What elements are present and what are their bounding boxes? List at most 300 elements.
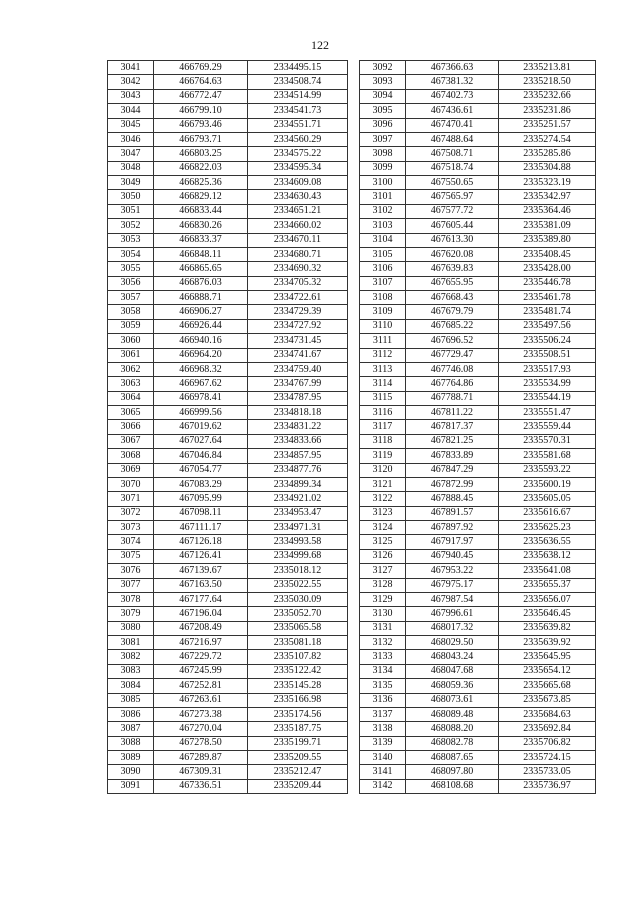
- x-coordinate-cell: 467888.45: [406, 492, 499, 506]
- y-coordinate-cell: 2334899.34: [248, 477, 348, 491]
- y-coordinate-cell: 2335209.44: [248, 779, 348, 793]
- x-coordinate-cell: 466888.71: [154, 291, 248, 305]
- point-number-cell: 3106: [360, 262, 406, 276]
- y-coordinate-cell: 2335481.74: [499, 305, 596, 319]
- y-coordinate-cell: 2335654.12: [499, 664, 596, 678]
- x-coordinate-cell: 468097.80: [406, 765, 499, 779]
- y-coordinate-cell: 2335639.92: [499, 636, 596, 650]
- y-coordinate-cell: 2335461.78: [499, 291, 596, 305]
- point-number-cell: 3126: [360, 549, 406, 563]
- x-coordinate-cell: 467897.92: [406, 521, 499, 535]
- x-coordinate-cell: 467289.87: [154, 751, 248, 765]
- point-number-cell: 3062: [108, 362, 154, 376]
- table-row: [108, 679, 348, 693]
- table-row: [108, 75, 348, 89]
- table-row: [108, 233, 348, 247]
- x-coordinate-cell: 466799.10: [154, 104, 248, 118]
- table-row: [360, 219, 596, 233]
- table-row: [360, 549, 596, 563]
- x-coordinate-cell: 466825.36: [154, 176, 248, 190]
- y-coordinate-cell: 2335600.19: [499, 477, 596, 491]
- y-coordinate-cell: 2335645.95: [499, 650, 596, 664]
- x-coordinate-cell: 466833.37: [154, 233, 248, 247]
- point-number-cell: 3140: [360, 751, 406, 765]
- y-coordinate-cell: 2335508.51: [499, 348, 596, 362]
- x-coordinate-cell: 467046.84: [154, 449, 248, 463]
- x-coordinate-cell: 467565.97: [406, 190, 499, 204]
- table-row: [108, 506, 348, 520]
- y-coordinate-cell: 2335052.70: [248, 607, 348, 621]
- y-coordinate-cell: 2335218.50: [499, 75, 596, 89]
- point-number-cell: 3067: [108, 434, 154, 448]
- x-coordinate-cell: 467847.29: [406, 463, 499, 477]
- x-coordinate-cell: 467605.44: [406, 219, 499, 233]
- point-number-cell: 3136: [360, 693, 406, 707]
- x-coordinate-cell: 466968.32: [154, 362, 248, 376]
- coordinates-table-right: [359, 60, 596, 794]
- point-number-cell: 3114: [360, 377, 406, 391]
- point-number-cell: 3065: [108, 406, 154, 420]
- table-row: [360, 61, 596, 75]
- point-number-cell: 3044: [108, 104, 154, 118]
- x-coordinate-cell: 467436.61: [406, 104, 499, 118]
- y-coordinate-cell: 2335285.86: [499, 147, 596, 161]
- point-number-cell: 3109: [360, 305, 406, 319]
- table-row: [360, 564, 596, 578]
- y-coordinate-cell: 2334514.99: [248, 89, 348, 103]
- x-coordinate-cell: 468029.50: [406, 636, 499, 650]
- y-coordinate-cell: 2334575.22: [248, 147, 348, 161]
- table-row: [108, 147, 348, 161]
- x-coordinate-cell: 467917.97: [406, 535, 499, 549]
- table-row: [108, 521, 348, 535]
- table-row: [108, 262, 348, 276]
- point-number-cell: 3135: [360, 679, 406, 693]
- x-coordinate-cell: 468073.61: [406, 693, 499, 707]
- point-number-cell: 3105: [360, 247, 406, 261]
- point-number-cell: 3116: [360, 406, 406, 420]
- x-coordinate-cell: 467402.73: [406, 89, 499, 103]
- x-coordinate-cell: 466830.26: [154, 219, 248, 233]
- y-coordinate-cell: 2335551.47: [499, 406, 596, 420]
- point-number-cell: 3104: [360, 233, 406, 247]
- y-coordinate-cell: 2335497.56: [499, 319, 596, 333]
- x-coordinate-cell: 466772.47: [154, 89, 248, 103]
- x-coordinate-cell: 467177.64: [154, 592, 248, 606]
- table-row: [360, 535, 596, 549]
- table-row: [108, 305, 348, 319]
- point-number-cell: 3141: [360, 765, 406, 779]
- y-coordinate-cell: 2334767.99: [248, 377, 348, 391]
- y-coordinate-cell: 2335616.67: [499, 506, 596, 520]
- y-coordinate-cell: 2334818.18: [248, 406, 348, 420]
- x-coordinate-cell: 468108.68: [406, 779, 499, 793]
- table-row: [108, 391, 348, 405]
- y-coordinate-cell: 2335733.05: [499, 765, 596, 779]
- y-coordinate-cell: 2335593.22: [499, 463, 596, 477]
- point-number-cell: 3073: [108, 521, 154, 535]
- table-row: [108, 549, 348, 563]
- y-coordinate-cell: 2334508.74: [248, 75, 348, 89]
- y-coordinate-cell: 2334787.95: [248, 391, 348, 405]
- point-number-cell: 3134: [360, 664, 406, 678]
- y-coordinate-cell: 2335018.12: [248, 564, 348, 578]
- point-number-cell: 3052: [108, 219, 154, 233]
- table-row: [360, 391, 596, 405]
- x-coordinate-cell: 466906.27: [154, 305, 248, 319]
- table-row: [108, 420, 348, 434]
- point-number-cell: 3078: [108, 592, 154, 606]
- x-coordinate-cell: 467764.86: [406, 377, 499, 391]
- x-coordinate-cell: 466822.03: [154, 161, 248, 175]
- y-coordinate-cell: 2335122.42: [248, 664, 348, 678]
- point-number-cell: 3127: [360, 564, 406, 578]
- point-number-cell: 3090: [108, 765, 154, 779]
- table-row: [360, 521, 596, 535]
- x-coordinate-cell: 468047.68: [406, 664, 499, 678]
- x-coordinate-cell: 467027.64: [154, 434, 248, 448]
- point-number-cell: 3138: [360, 722, 406, 736]
- point-number-cell: 3049: [108, 176, 154, 190]
- table-row: [360, 233, 596, 247]
- point-number-cell: 3142: [360, 779, 406, 793]
- x-coordinate-cell: 467019.62: [154, 420, 248, 434]
- table-row: [108, 319, 348, 333]
- x-coordinate-cell: 467891.57: [406, 506, 499, 520]
- point-number-cell: 3075: [108, 549, 154, 563]
- y-coordinate-cell: 2335646.45: [499, 607, 596, 621]
- table-row: [360, 779, 596, 793]
- table-row: [360, 276, 596, 290]
- y-coordinate-cell: 2334857.95: [248, 449, 348, 463]
- x-coordinate-cell: 468059.36: [406, 679, 499, 693]
- point-number-cell: 3124: [360, 521, 406, 535]
- table-row: [360, 693, 596, 707]
- y-coordinate-cell: 2335665.68: [499, 679, 596, 693]
- table-row: [108, 449, 348, 463]
- table-row: [108, 334, 348, 348]
- x-coordinate-cell: 467111.17: [154, 521, 248, 535]
- table-row: [360, 104, 596, 118]
- point-number-cell: 3077: [108, 578, 154, 592]
- x-coordinate-cell: 466803.25: [154, 147, 248, 161]
- table-body: [108, 61, 348, 794]
- point-number-cell: 3076: [108, 564, 154, 578]
- y-coordinate-cell: 2335570.31: [499, 434, 596, 448]
- y-coordinate-cell: 2334722.61: [248, 291, 348, 305]
- point-number-cell: 3115: [360, 391, 406, 405]
- table-row: [360, 506, 596, 520]
- x-coordinate-cell: 466926.44: [154, 319, 248, 333]
- table-row: [108, 61, 348, 75]
- x-coordinate-cell: 467196.04: [154, 607, 248, 621]
- y-coordinate-cell: 2334595.34: [248, 161, 348, 175]
- table-row: [360, 176, 596, 190]
- point-number-cell: 3132: [360, 636, 406, 650]
- x-coordinate-cell: 467987.54: [406, 592, 499, 606]
- table-row: [360, 736, 596, 750]
- point-number-cell: 3042: [108, 75, 154, 89]
- y-coordinate-cell: 2334877.76: [248, 463, 348, 477]
- y-coordinate-cell: 2335199.71: [248, 736, 348, 750]
- x-coordinate-cell: 467729.47: [406, 348, 499, 362]
- table-row: [108, 707, 348, 721]
- table-row: [360, 492, 596, 506]
- y-coordinate-cell: 2335107.82: [248, 650, 348, 664]
- x-coordinate-cell: 467788.71: [406, 391, 499, 405]
- table-row: [108, 348, 348, 362]
- point-number-cell: 3084: [108, 679, 154, 693]
- y-coordinate-cell: 2334690.32: [248, 262, 348, 276]
- y-coordinate-cell: 2335655.37: [499, 578, 596, 592]
- table-row: [108, 736, 348, 750]
- x-coordinate-cell: 467821.25: [406, 434, 499, 448]
- x-coordinate-cell: 467639.83: [406, 262, 499, 276]
- point-number-cell: 3072: [108, 506, 154, 520]
- table-row: [360, 449, 596, 463]
- y-coordinate-cell: 2334921.02: [248, 492, 348, 506]
- table-row: [108, 765, 348, 779]
- point-number-cell: 3098: [360, 147, 406, 161]
- table-row: [360, 291, 596, 305]
- coordinates-table-left: [107, 60, 348, 794]
- table-row: [360, 592, 596, 606]
- y-coordinate-cell: 2335506.24: [499, 334, 596, 348]
- x-coordinate-cell: 467996.61: [406, 607, 499, 621]
- x-coordinate-cell: 467746.08: [406, 362, 499, 376]
- y-coordinate-cell: 2335605.05: [499, 492, 596, 506]
- y-coordinate-cell: 2335342.97: [499, 190, 596, 204]
- table-row: [108, 636, 348, 650]
- x-coordinate-cell: 467126.41: [154, 549, 248, 563]
- x-coordinate-cell: 467620.08: [406, 247, 499, 261]
- point-number-cell: 3074: [108, 535, 154, 549]
- table-row: [360, 204, 596, 218]
- y-coordinate-cell: 2334630.43: [248, 190, 348, 204]
- y-coordinate-cell: 2334833.66: [248, 434, 348, 448]
- y-coordinate-cell: 2335559.44: [499, 420, 596, 434]
- y-coordinate-cell: 2335534.99: [499, 377, 596, 391]
- y-coordinate-cell: 2335641.08: [499, 564, 596, 578]
- y-coordinate-cell: 2334759.40: [248, 362, 348, 376]
- y-coordinate-cell: 2334731.45: [248, 334, 348, 348]
- point-number-cell: 3096: [360, 118, 406, 132]
- x-coordinate-cell: 467336.51: [154, 779, 248, 793]
- x-coordinate-cell: 467366.63: [406, 61, 499, 75]
- y-coordinate-cell: 2334609.08: [248, 176, 348, 190]
- point-number-cell: 3087: [108, 722, 154, 736]
- table-row: [108, 592, 348, 606]
- y-coordinate-cell: 2334999.68: [248, 549, 348, 563]
- point-number-cell: 3108: [360, 291, 406, 305]
- page-number: 122: [311, 38, 329, 52]
- x-coordinate-cell: 466829.12: [154, 190, 248, 204]
- point-number-cell: 3051: [108, 204, 154, 218]
- point-number-cell: 3103: [360, 219, 406, 233]
- y-coordinate-cell: 2335364.46: [499, 204, 596, 218]
- x-coordinate-cell: 467550.65: [406, 176, 499, 190]
- point-number-cell: 3113: [360, 362, 406, 376]
- x-coordinate-cell: 467975.17: [406, 578, 499, 592]
- x-coordinate-cell: 466833.44: [154, 204, 248, 218]
- x-coordinate-cell: 467470.41: [406, 118, 499, 132]
- point-number-cell: 3119: [360, 449, 406, 463]
- table-row: [108, 492, 348, 506]
- x-coordinate-cell: 467518.74: [406, 161, 499, 175]
- y-coordinate-cell: 2334680.71: [248, 247, 348, 261]
- x-coordinate-cell: 467126.18: [154, 535, 248, 549]
- x-coordinate-cell: 467229.72: [154, 650, 248, 664]
- y-coordinate-cell: 2334993.58: [248, 535, 348, 549]
- point-number-cell: 3101: [360, 190, 406, 204]
- x-coordinate-cell: 467098.11: [154, 506, 248, 520]
- point-number-cell: 3107: [360, 276, 406, 290]
- y-coordinate-cell: 2334551.71: [248, 118, 348, 132]
- point-number-cell: 3133: [360, 650, 406, 664]
- table-row: [360, 377, 596, 391]
- x-coordinate-cell: 467273.38: [154, 707, 248, 721]
- table-row: [360, 334, 596, 348]
- table-row: [108, 190, 348, 204]
- table-row: [360, 147, 596, 161]
- y-coordinate-cell: 2335231.86: [499, 104, 596, 118]
- point-number-cell: 3063: [108, 377, 154, 391]
- point-number-cell: 3097: [360, 132, 406, 146]
- y-coordinate-cell: 2334560.29: [248, 132, 348, 146]
- point-number-cell: 3050: [108, 190, 154, 204]
- y-coordinate-cell: 2335323.19: [499, 176, 596, 190]
- point-number-cell: 3129: [360, 592, 406, 606]
- point-number-cell: 3125: [360, 535, 406, 549]
- table-row: [360, 362, 596, 376]
- y-coordinate-cell: 2334727.92: [248, 319, 348, 333]
- point-number-cell: 3059: [108, 319, 154, 333]
- table-row: [108, 362, 348, 376]
- y-coordinate-cell: 2335166.98: [248, 693, 348, 707]
- table-row: [360, 406, 596, 420]
- y-coordinate-cell: 2335724.15: [499, 751, 596, 765]
- point-number-cell: 3088: [108, 736, 154, 750]
- x-coordinate-cell: 466764.63: [154, 75, 248, 89]
- y-coordinate-cell: 2335639.82: [499, 621, 596, 635]
- x-coordinate-cell: 467216.97: [154, 636, 248, 650]
- point-number-cell: 3099: [360, 161, 406, 175]
- x-coordinate-cell: 466978.41: [154, 391, 248, 405]
- point-number-cell: 3117: [360, 420, 406, 434]
- y-coordinate-cell: 2335636.55: [499, 535, 596, 549]
- x-coordinate-cell: 467685.22: [406, 319, 499, 333]
- x-coordinate-cell: 467613.30: [406, 233, 499, 247]
- table-row: [108, 664, 348, 678]
- y-coordinate-cell: 2334729.39: [248, 305, 348, 319]
- point-number-cell: 3122: [360, 492, 406, 506]
- table-row: [108, 564, 348, 578]
- y-coordinate-cell: 2334971.31: [248, 521, 348, 535]
- table-row: [108, 434, 348, 448]
- table-row: [108, 247, 348, 261]
- point-number-cell: 3066: [108, 420, 154, 434]
- y-coordinate-cell: 2335389.80: [499, 233, 596, 247]
- table-row: [360, 650, 596, 664]
- y-coordinate-cell: 2335251.57: [499, 118, 596, 132]
- table-row: [360, 247, 596, 261]
- table-row: [360, 477, 596, 491]
- x-coordinate-cell: 466876.03: [154, 276, 248, 290]
- x-coordinate-cell: 467309.31: [154, 765, 248, 779]
- point-number-cell: 3120: [360, 463, 406, 477]
- point-number-cell: 3055: [108, 262, 154, 276]
- point-number-cell: 3089: [108, 751, 154, 765]
- x-coordinate-cell: 467054.77: [154, 463, 248, 477]
- point-number-cell: 3093: [360, 75, 406, 89]
- x-coordinate-cell: 466865.65: [154, 262, 248, 276]
- point-number-cell: 3095: [360, 104, 406, 118]
- point-number-cell: 3043: [108, 89, 154, 103]
- point-number-cell: 3061: [108, 348, 154, 362]
- point-number-cell: 3041: [108, 61, 154, 75]
- table-row: [360, 420, 596, 434]
- table-row: [360, 190, 596, 204]
- y-coordinate-cell: 2334495.15: [248, 61, 348, 75]
- table-row: [360, 348, 596, 362]
- x-coordinate-cell: 467263.61: [154, 693, 248, 707]
- y-coordinate-cell: 2335706.82: [499, 736, 596, 750]
- point-number-cell: 3071: [108, 492, 154, 506]
- x-coordinate-cell: 467139.67: [154, 564, 248, 578]
- table-row: [360, 621, 596, 635]
- y-coordinate-cell: 2335212.47: [248, 765, 348, 779]
- point-number-cell: 3083: [108, 664, 154, 678]
- point-number-cell: 3111: [360, 334, 406, 348]
- point-number-cell: 3081: [108, 636, 154, 650]
- y-coordinate-cell: 2334541.73: [248, 104, 348, 118]
- table-row: [108, 693, 348, 707]
- x-coordinate-cell: 466964.20: [154, 348, 248, 362]
- table-row: [108, 204, 348, 218]
- table-row: [108, 751, 348, 765]
- point-number-cell: 3137: [360, 707, 406, 721]
- point-number-cell: 3082: [108, 650, 154, 664]
- point-number-cell: 3131: [360, 621, 406, 635]
- table-row: [108, 132, 348, 146]
- table-row: [108, 535, 348, 549]
- point-number-cell: 3053: [108, 233, 154, 247]
- y-coordinate-cell: 2335065.58: [248, 621, 348, 635]
- point-number-cell: 3128: [360, 578, 406, 592]
- table-row: [108, 578, 348, 592]
- point-number-cell: 3079: [108, 607, 154, 621]
- x-coordinate-cell: 467940.45: [406, 549, 499, 563]
- table-row: [108, 276, 348, 290]
- point-number-cell: 3091: [108, 779, 154, 793]
- table-row: [108, 291, 348, 305]
- y-coordinate-cell: 2335030.09: [248, 592, 348, 606]
- table-row: [360, 132, 596, 146]
- table-row: [108, 650, 348, 664]
- table-row: [108, 89, 348, 103]
- x-coordinate-cell: 467252.81: [154, 679, 248, 693]
- table-row: [360, 664, 596, 678]
- y-coordinate-cell: 2334953.47: [248, 506, 348, 520]
- point-number-cell: 3121: [360, 477, 406, 491]
- point-number-cell: 3092: [360, 61, 406, 75]
- x-coordinate-cell: 467577.72: [406, 204, 499, 218]
- point-number-cell: 3057: [108, 291, 154, 305]
- x-coordinate-cell: 468087.65: [406, 751, 499, 765]
- x-coordinate-cell: 466793.46: [154, 118, 248, 132]
- table-row: [108, 463, 348, 477]
- x-coordinate-cell: 466999.56: [154, 406, 248, 420]
